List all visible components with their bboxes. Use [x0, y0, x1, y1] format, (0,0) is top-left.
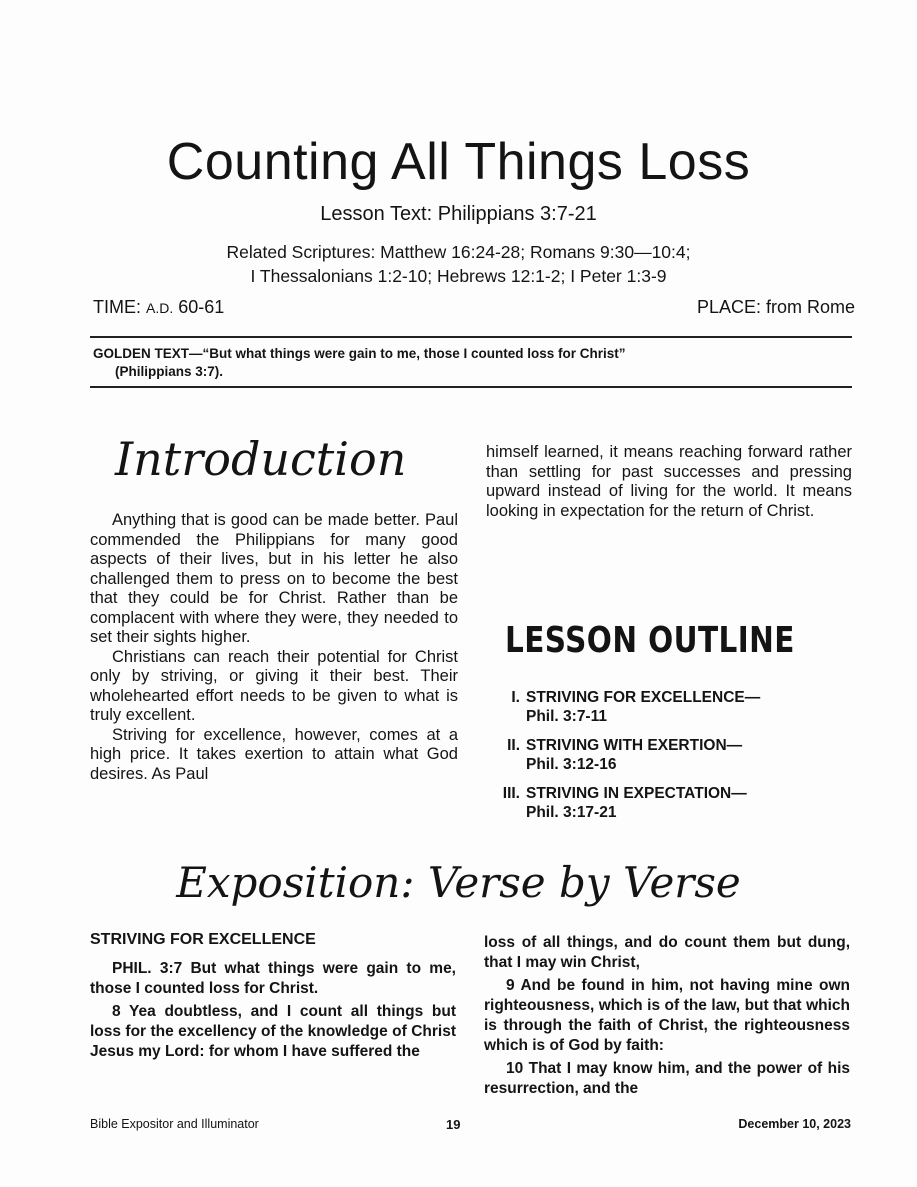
exposition-right-column: [484, 933, 850, 1102]
intro-paragraph-1: Anything that is good can be made better. Paul commended the Philippians for many good aspects of their lives, but in his letter he also challenged them to press on to become the best that they could be for Christ. Rather than be complacent with where they were, they needed to set their sights higher.: [90, 511, 458, 646]
verse-8: 8 Yea doubtless, and I count all things but loss for the excellency of the knowledge of Christ Jesus my Lord: for whom I have suffered the: [90, 1003, 456, 1060]
outline-number: II.: [507, 737, 520, 754]
exposition-left-column: [90, 959, 456, 1065]
introduction-right-column: [486, 443, 852, 521]
outline-entry: [526, 784, 747, 822]
time-info: [93, 297, 224, 318]
outline-entry: [526, 736, 742, 774]
outline-number: III.: [502, 785, 520, 802]
verse-8-continued: loss of all things, and do count them but dung, that I may win Christ,: [484, 934, 850, 971]
lesson-outline: [484, 688, 854, 832]
outline-title: STRIVING WITH EXERTION—: [526, 737, 743, 754]
footer-page-number: 19: [446, 1117, 461, 1132]
place-info: PLACE: from Rome: [696, 297, 855, 317]
verse-7: PHIL. 3:7 But what things were gain to me, those I counted loss for Christ.: [90, 960, 456, 997]
exposition-heading: Exposition: Verse by Verse: [176, 858, 741, 907]
divider-top: [90, 336, 852, 338]
verse-9: 9 And be found in him, not having mine own righteousness, which is of the law, but that which is through the faith of Christ, the righteousness which is of God by faith:: [484, 977, 850, 1054]
lesson-title: Counting All Things Loss: [166, 133, 751, 191]
related-line-2: I Thessalonians 1:2-10; Hebrews 12:1-2; I Peter 1:3-9: [250, 266, 667, 286]
outline-entry: [526, 688, 760, 726]
divider-bottom: [90, 386, 852, 388]
outline-ref: Phil. 3:17-21: [526, 804, 617, 821]
outline-ref: Phil. 3:12-16: [526, 756, 617, 773]
outline-ref: Phil. 3:7-11: [526, 708, 607, 725]
outline-item: [484, 736, 854, 774]
golden-text-main: GOLDEN TEXT—“But what things were gain to me, those I counted loss for Christ”: [93, 346, 626, 361]
intro-paragraph-4: himself learned, it means reaching forward rather than settling for past successes and pressing upward instead of living for the world. It means looking in expectation for the return of Christ.: [486, 443, 852, 520]
time-label: TIME:: [93, 297, 141, 317]
outline-title: STRIVING IN EXPECTATION—: [526, 785, 747, 802]
outline-item: [484, 688, 854, 726]
footer-publication: Bible Expositor and Illuminator: [90, 1117, 259, 1131]
related-scriptures: [0, 240, 917, 288]
intro-paragraph-3: Striving for excellence, however, comes at a high price. It takes exertion to attain what God desires. As Paul: [90, 725, 458, 783]
outline-title: STRIVING FOR EXCELLENCE—: [526, 689, 761, 706]
outline-number: I.: [511, 689, 520, 706]
lesson-text-reference: Lesson Text: Philippians 3:7-21: [320, 203, 597, 225]
time-era: A.D.: [146, 300, 174, 316]
introduction-left-column: [90, 511, 458, 784]
footer-date: December 10, 2023: [738, 1117, 851, 1131]
related-line-1: Related Scriptures: Matthew 16:24-28; Romans 9:30—10:4;: [226, 242, 691, 262]
lesson-outline-heading: LESSON OUTLINE: [505, 620, 795, 661]
introduction-heading: Introduction: [115, 432, 407, 486]
intro-paragraph-2: Christians can reach their potential for Christ only by striving, or giving it their best. Their wholehearted effort needs to be given to what is truly excellent.: [90, 647, 458, 724]
golden-text: [93, 345, 851, 381]
exposition-section-heading: STRIVING FOR EXCELLENCE: [90, 931, 316, 948]
verse-10: 10 That I may know him, and the power of his resurrection, and the: [484, 1060, 850, 1097]
golden-text-ref: (Philippians 3:7).: [115, 364, 224, 379]
outline-item: [484, 784, 854, 822]
time-value: 60-61: [178, 297, 225, 317]
